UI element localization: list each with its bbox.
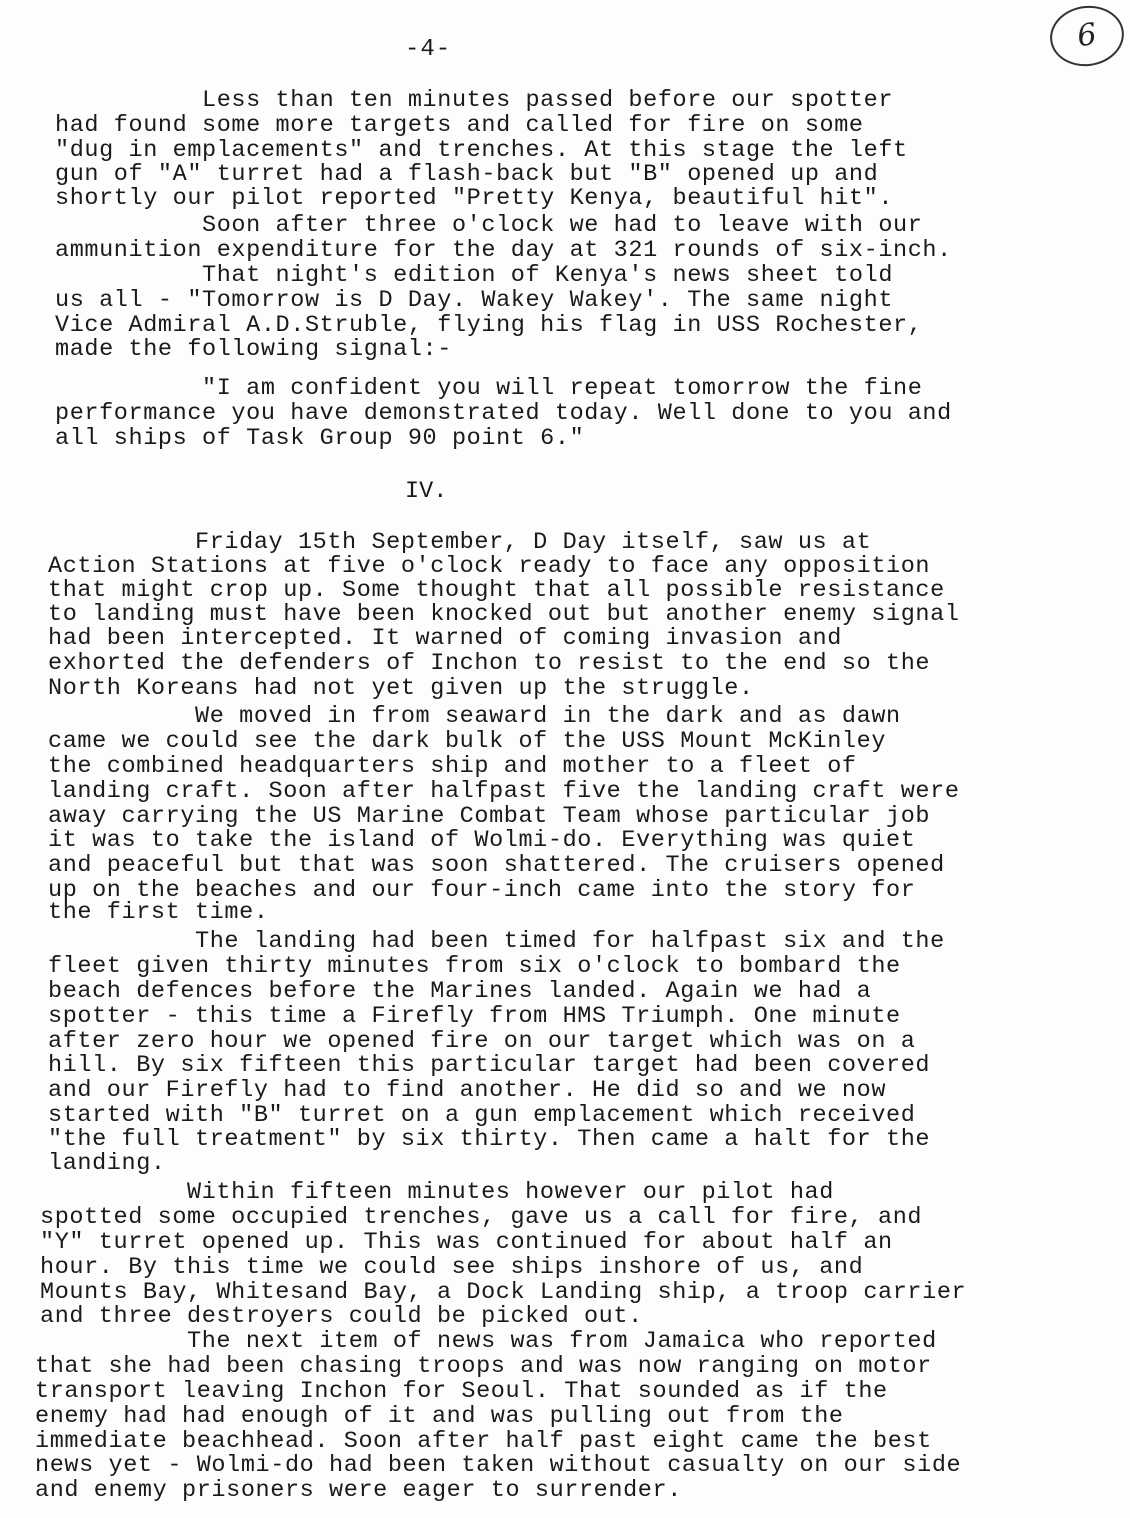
quoted-signal-line: performance you have demonstrated today. Well done to you and <box>55 400 952 427</box>
body-line: beach defences before the Marines landed. Again we had a <box>48 978 872 1005</box>
body-line: transport leaving Inchon for Seoul. That sounded as if the <box>35 1378 888 1405</box>
body-line: "dug in emplacements" and trenches. At this stage the left <box>55 137 908 164</box>
body-line: immediate beachhead. Soon after half past eight came the best <box>35 1428 932 1455</box>
body-line: spotted some occupied trenches, gave us a call for fire, and <box>40 1204 923 1231</box>
page-number: -4- <box>405 36 452 63</box>
body-line: gun of "A" turret had a flash-back but "B" opened up and <box>55 161 879 188</box>
quoted-signal-line: "I am confident you will repeat tomorrow the fine <box>55 375 923 402</box>
body-line: ammunition expenditure for the day at 321 rounds of six-inch. <box>55 237 952 264</box>
body-line: that she had been chasing troops and was now ranging on motor <box>35 1353 932 1380</box>
body-line: fleet given thirty minutes from six o'clock to bombard the <box>48 953 901 980</box>
body-line: Action Stations at five o'clock ready to face any opposition <box>48 553 931 580</box>
body-line: away carrying the US Marine Combat Team whose particular job <box>48 803 931 830</box>
body-line: That night's edition of Kenya's news sheet told <box>55 262 894 289</box>
body-line: hill. By six fifteen this particular target had been covered <box>48 1052 931 1079</box>
body-line: the combined headquarters ship and mother to a fleet of <box>48 753 857 780</box>
section-heading: IV. <box>405 478 448 505</box>
body-line: exhorted the defenders of Inchon to resist to the end so the <box>48 650 931 677</box>
body-line: Soon after three o'clock we had to leave with our <box>55 212 923 239</box>
body-line: that might crop up. Some thought that all possible resistance <box>48 577 945 604</box>
body-line: We moved in from seaward in the dark and as dawn <box>48 703 901 730</box>
body-line: "Y" turret opened up. This was continued for about half an <box>40 1229 893 1256</box>
body-line: after zero hour we opened fire on our target which was on a <box>48 1028 916 1055</box>
body-line: had found some more targets and called for fire on some <box>55 112 864 139</box>
body-line: and our Firefly had to find another. He did so and we now <box>48 1077 887 1104</box>
quoted-signal-line: all ships of Task Group 90 point 6." <box>55 425 585 452</box>
body-line: and enemy prisoners were eager to surrender. <box>35 1477 682 1504</box>
body-line: the first time. <box>48 899 269 926</box>
body-line: came we could see the dark bulk of the USS Mount McKinley <box>48 728 887 755</box>
body-line: Vice Admiral A.D.Struble, flying his flag in USS Rochester, <box>55 312 923 339</box>
body-line: and three destroyers could be picked out. <box>40 1303 643 1330</box>
body-line: Within fifteen minutes however our pilot had <box>40 1179 834 1206</box>
body-line: "the full treatment" by six thirty. Then came a halt for the <box>48 1126 931 1153</box>
body-line: made the following signal:- <box>55 336 452 363</box>
body-line: shortly our pilot reported "Pretty Kenya, beautiful hit". <box>55 185 894 212</box>
body-line: North Koreans had not yet given up the struggle. <box>48 675 754 702</box>
body-line: news yet - Wolmi-do had been taken without casualty on our side <box>35 1452 962 1479</box>
body-line: us all - "Tomorrow is D Day. Wakey Wakey'. The same night <box>55 287 894 314</box>
body-line: landing. <box>48 1150 166 1177</box>
body-line: landing craft. Soon after halfpast five the landing craft were <box>48 778 960 805</box>
body-line: The landing had been timed for halfpast six and the <box>48 928 945 955</box>
body-line: hour. By this time we could see ships inshore of us, and <box>40 1254 864 1281</box>
body-line: it was to take the island of Wolmi-do. Everything was quiet <box>48 827 916 854</box>
body-line: spotter - this time a Firefly from HMS Triumph. One minute <box>48 1003 901 1030</box>
body-line: to landing must have been knocked out but another enemy signal <box>48 601 960 628</box>
body-line: Mounts Bay, Whitesand Bay, a Dock Landing ship, a troop carrier <box>40 1279 967 1306</box>
body-line: The next item of news was from Jamaica who reported <box>40 1328 937 1355</box>
body-line: enemy had had enough of it and was pulling out from the <box>35 1403 844 1430</box>
body-line: Friday 15th September, D Day itself, saw us at <box>48 529 872 556</box>
body-line: Less than ten minutes passed before our spotter <box>55 87 894 114</box>
handwritten-folio-number: 6 <box>1046 1 1128 71</box>
body-line: and peaceful but that was soon shattered. The cruisers opened <box>48 852 945 879</box>
body-line: up on the beaches and our four-inch came into the story for <box>48 877 916 904</box>
body-line: had been intercepted. It warned of coming invasion and <box>48 625 842 652</box>
body-line: started with "B" turret on a gun emplacement which received <box>48 1102 916 1129</box>
